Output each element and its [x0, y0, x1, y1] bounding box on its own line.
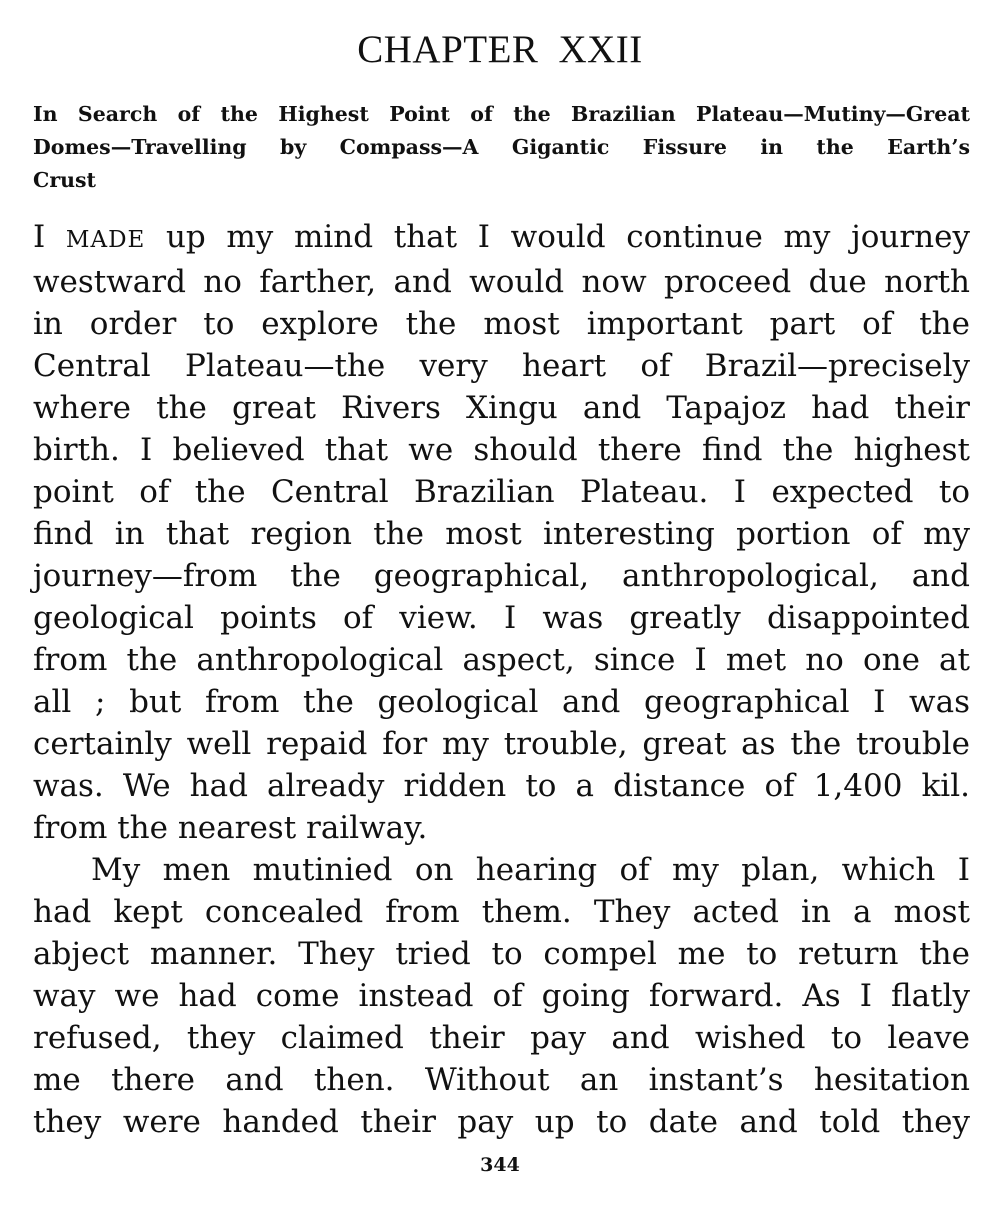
text-line: refused, they claimed their pay and wished to leave	[33, 1020, 970, 1056]
line-text: up my mind that I would continue my journey	[145, 219, 970, 255]
synopsis-line: In Search of the Highest Point of the Brazilian Plateau—Mutiny—Great	[33, 102, 970, 126]
text-line: from the nearest railway.	[33, 810, 428, 846]
paragraph-1	[33, 216, 970, 849]
chapter-synopsis	[33, 98, 970, 197]
text-line: point of the Central Brazilian Plateau. I expected to	[33, 474, 970, 510]
text-line	[33, 216, 970, 261]
text-line: way we had come instead of going forward. As I flatly	[33, 978, 970, 1014]
text-line: My men mutinied on hearing of my plan, which I	[91, 852, 970, 888]
lead-word: I	[33, 219, 46, 255]
chapter-label: CHAPTER	[357, 28, 539, 71]
lead-smallcaps: MADE	[65, 227, 146, 253]
text-line: Central Plateau—the very heart of Brazil—precisely	[33, 348, 970, 384]
chapter-heading	[0, 28, 1000, 72]
text-line: abject manner. They tried to compel me to return the	[33, 936, 970, 972]
text-line: birth. I believed that we should there find the highest	[33, 432, 970, 468]
text-line: had kept concealed from them. They acted in a most	[33, 894, 970, 930]
synopsis-line: Domes—Travelling by Compass—A Gigantic Fissure in the Earth’s	[33, 135, 970, 159]
text-line: they were handed their pay up to date and told they	[33, 1104, 970, 1140]
text-line: me there and then. Without an instant’s hesitation	[33, 1062, 970, 1098]
text-line: find in that region the most interesting portion of my	[33, 516, 970, 552]
text-line: journey—from the geographical, anthropological, and	[33, 558, 970, 594]
text-line: from the anthropological aspect, since I met no one at	[33, 642, 970, 678]
synopsis-line: Crust	[33, 168, 97, 192]
body-text	[33, 216, 970, 1143]
text-line: geological points of view. I was greatly disappointed	[33, 600, 970, 636]
text-line: where the great Rivers Xingu and Tapajoz had their	[33, 390, 970, 426]
chapter-number: XXII	[558, 28, 643, 71]
text-line: all ; but from the geological and geographical I was	[33, 684, 970, 720]
page-number: 344	[480, 1154, 520, 1176]
text-line: in order to explore the most important part of the	[33, 306, 970, 342]
text-line: was. We had already ridden to a distance of 1,400 kil.	[33, 768, 970, 804]
paragraph-2	[33, 849, 970, 1143]
text-line: westward no farther, and would now proceed due north	[33, 264, 970, 300]
text-line: certainly well repaid for my trouble, great as the trouble	[33, 726, 970, 762]
